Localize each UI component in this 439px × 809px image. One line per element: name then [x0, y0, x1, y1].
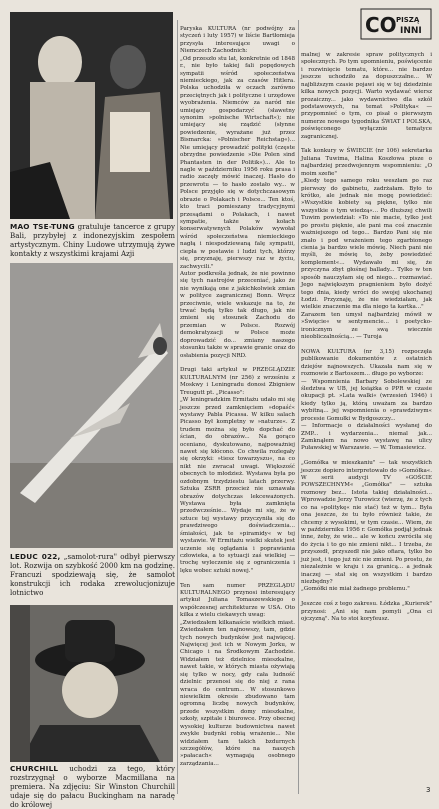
caption-churchill-text: uchodzi za tego, który rozstrzygnął o wyborze Macmillana na premiera. Na zdjęciu: Sir Winston Churchill udaje się do pałacu Buckingham na naradę do królowej — [10, 764, 175, 809]
caption-churchill-name: CHURCHILL — [10, 764, 59, 773]
caption-mao — [10, 222, 175, 258]
masthead-brand: CO — [365, 13, 397, 37]
caption-leduc-text: „samolot-rura" odbył pierwszy lot. Rozwija on szybkość 2000 km na godzinę. Francuzi spodziewają się, że samolot konstrukcji ich rodaka zrewolucjonizuje lotnictwo — [10, 552, 176, 598]
caption-churchill — [10, 764, 175, 809]
column-divider-1 — [177, 20, 178, 794]
caption-leduc-name: LEDUC 022, — [10, 552, 61, 561]
photo-leduc-022 — [10, 263, 173, 548]
article-column-1: Paryska KULTURA (nr podwójny za styczeń i luty 1957) w liście Bartłomieja przysyła interesujące uwagi o Niemczech Zachodnich: „Od przeszło stu lat, konkretnie od 1848 r., nie było takiej fali popędowych sympatii wśród społeczeństwa niemieckiego, jak za czasów Hitlera. Polska uchodziła w oczach zarówno przeciętnych jak i polityczne i urzędowe wyobrażenia. Niemców za naród nie umiejący gospodarzyć (sławetny synonim »polnische Wirtschaft«); nie umiejący się rządzić (słynne powiedzenie, wyrażane już przez Bismarcka: »Polnischer Reichstag«)... Nie umiejący prowadzić polityki (częste obrzydne powiedzenie »Die Polen sind Phantasten in der Politik«)... Ale to nagle w październiku 1956 roku prasa i radio zaczęły mówić inaczej. Hasło do przewrotu — to hasło zostało wy... w Polsce przyjęło się w dotychczasowym obrazie o Polakach i Polsce... Ten ktoś, kto traci pomieszany tradycyjnymi przesądami o Polakach, i nawet sympatie, także w kołach konserwatywnych Polaków wywołał wśród społeczeństwa niemieckiego nagłą i niespodziewaną falę sympatii, ciepła w postawie i ludzi tych, którzy się, przyznaję, pierwszy raz w życiu, zachwycili." Autor podkreśla jednak, że nie powinno się tych nastrojów przeceniać, jako że nie wynikają one z jakichkolwiek zmian w polityce zagranicznej Bonn. Wręcz przeciwnie, wiele wskazuje na to, że trwać będą tylko tak długo, jak nie zmieni się stosunek Zachodu do przemian w Polsce. Rozwój demokratyzacji w Polsce może doprowadzić do... zmiany naszego stosunku także w sprawie granic oraz do osłabienia pozycji NRD. Drugi taki artykuł w PRZEGLĄDZIE KULTURALNYM (nr 256) z wrześniu z Moskwy i Leningradu donosi Zbigniew Treugutt pt. „Picasso": „W leningradzkim Ermitażu udało mi się jeszcze przed zamknięciem »dopaść« wystawy Pabla Picassa. W kilku salach Picasso był kompletny w »naturze«. Z trudem można się było dopchać do ścian, do obrazów... Na gorąco oceniano, dyskutowano, najpoważniej nawet się kłócono. Co chwila rozlegały się okrzyki: »tiesz towarzyszu«, na co nikt nie zwracał uwagi. Większość obecnych to młodzież. Wystawa była po ozdobnym trzydziestu latach przerwy. Sztuka ZSRR przecież nie uznawała obrazów dotychczas lekceważonych. Wystawa była zamknięta przedwcześnie... Wydaje mi się, że w sztuce tej wystawy przyczyniła się do prawdziwego doświadczenia... śmiałości, jak te »piramidy« w tej wystawie. W Ermitażu wielki skutek jest uczenie się oglądania i poprawiania człowieka, a to sytuacji zaś wielkiej — trochę wyleczenie się z ograniczenia i lęku wobec sztuki nowej." Ten sam numer PRZEGLĄDU KULTURALNEGO przynosi interesujący artykuł Juliana Tomaszewskiego o współczesnej architekturze w USA. Oto kilka z wielu ciekawych uwag: „Zwiedzałem kilkanaście wielkich miast. Zwiedzałem ten najnowszy, tam, gdzie tych nowych budynków jest najwięcej. Najwięcej jest ich w Nowym Jorku, w Chicago i na Środkowym Zachodzie. Widziałem też dzielnice mieszkalne, nawet takie, w których miasta ożywiają się tylko w nocy, gdy cała ludność dzielnic przenosi się do niej z rana wraca do centrum... W stosunkowo niewielkim okresie zbudowano tam ogromną liczbę nowych budynków, przede wszystkim domy mieszkalne, szkoły, szpitale i biurowce. Przy obecnej wysokiej kulturze budownictwa nawet zwykłe budynki robią wrażenie... Nie widziałem tam takich bzdurnych szczegółów, które na naszych »pałacach« wymagają osobnego zarządzania... — [180, 26, 296, 767]
masthead-co-pisza-inni — [360, 7, 432, 41]
caption-leduc — [10, 552, 175, 597]
caption-mao-text: gratuluje tancerce z grupy Bali, przybyłej z indonezyjskim zespołem artystycznym. Chiny Ludowe utrzymują żywe kontakty z wszystkimi krajami Azji — [10, 222, 175, 259]
caption-mao-name: MAO TSE-TUNG — [10, 222, 75, 231]
photo-churchill — [10, 605, 173, 762]
page-number: 3 — [426, 786, 431, 794]
photo-mao-tse-tung — [10, 12, 173, 219]
masthead-line1: PISZĄ — [396, 16, 420, 24]
masthead-line2: INNI — [400, 26, 422, 36]
article-column-2: malnej w zakresie spraw politycznych i społecznych. Po tym upomnieniu, poświęcenie i rozwinięcie tematu, które... nie bardzo jeszcze uchodziło za dopuszczalne... W najbliższym czasie pojawi się w tej dziedzinie kilka nowych pozycji. Warto wydawać wiersz prozaiczny... jako wydawnictwo dla szkół podstawowych, na temat »Polityka« — przypomnieć o tym, co pisał o pierwszym numerze nowego tygodnika ŚWIAT I POLSKA, poświęconego wyłącznie tematyce zagranicznej. Tak konkury w ŚWIECIE (nr 106) sekretarka Juliana Tuwima, Halina Koszłowa pisze o najbardziej przedwojennym wspomnieniu: „O moim szefie" „Kiedy tego samego roku weszłam po raz pierwszy do gabinetu, zadrżałam. Było to krótko, ale jednak nie mogę powiedzieć: »Wszystkie kobiety są piękne, tylko nie wszystkie o tym wiedzą«... Po dłuższej chwili Tuwim powiedział: »To nie macie, tylko jest po prostu pięknie, ale pani ma coś znacznie ważniejszego od tego... Bardzo Pani się nie znało i pod wrażeniem tego zgarbionego cienia ja bardzo wiele mówię. Niech pani nie myśli, że mówię to, żeby powiedzieć komplement«... Wydawało mi się, że przyczyna zbyt głośnej ballady... Tylko w ten sposób nauczyłam się od niego... rozmawiać. Jego największym pragnieniem było dożyć tego dnia, kiedy wróci do swojej ukochanej Łodzi. Przyznaję, że nie wiedziałam, jak wielkie znaczenie ma dla niego ta kartka..." Zarazem ten umysł najbardziej mówił w »Święcie« w sentymencie... i poetycko-ironicznym ze swą wiecznie nieobliczalnością... — Turoja NOWA KULTURA (nr 3,15) rozpoczęła publikowanie dokumentów z ostatnich dziejów najnowszych. Ukazała nam się w rozmowie z Bartoszem... długo po wyborze: — Wspomnienia Barbary Sobolewskiej ze śledztwa w UB, jej książka o PPR w czasie okupacji pt. »Lata walki« (wrzesień 1946) i kiedy tylko ją, którą uważam za bardzo wybitną... jej wspomnienia o »prawdziwym« procesie Gomułki w Bydgoszczy... — Informacje o działalności wysłanej do ZMP... i wydarzenia... niemal jak... Zamknąłem na nowo wystawę na ulicy Puławskiej w Warszawie. — W. Tomasiewicz. „Gomółka w mieszkaniu" — tak wszystkich jeszcze dopiero interpretowało do »Gomółka«. W serii audycji TV »GOŚCIE POWSZECHNYM« „Gomółka" — sztuka rozmowy bez... Istota takiej działalności... Wprowadzie Jerzy Turowicz (wierzę, że z tych co na »politykę« nie stać) też w tym... Była ona jeszcze, że tu było również takie, że chcemy z wysokimi, w tym czasie... Wiem, że w październiku 1956 r. Gomółka podjął jednak inne, żeby, że wie... ale w końcu zwróciła się do życia i to go nie zmieni nikt... I trzeba, że przyszedł, przyszedł nie jako ofiara, tylko bo już jest, i tego już nic nie zmieni. Po prostu, że niezależnie w kraju i za granicą... a jednak inaczej — stał się on wszystkim i bardzo niezbędny? „Gomółki nie miał żadnego problemu." Jeszcze coś z tego zakresu. Łódzka „Kurierek" przynosi: „Ani się nam pomyli „Ona ci ojczyzną". Na to stoi koryfeusz. — [301, 52, 432, 623]
column-divider-2 — [298, 20, 299, 794]
